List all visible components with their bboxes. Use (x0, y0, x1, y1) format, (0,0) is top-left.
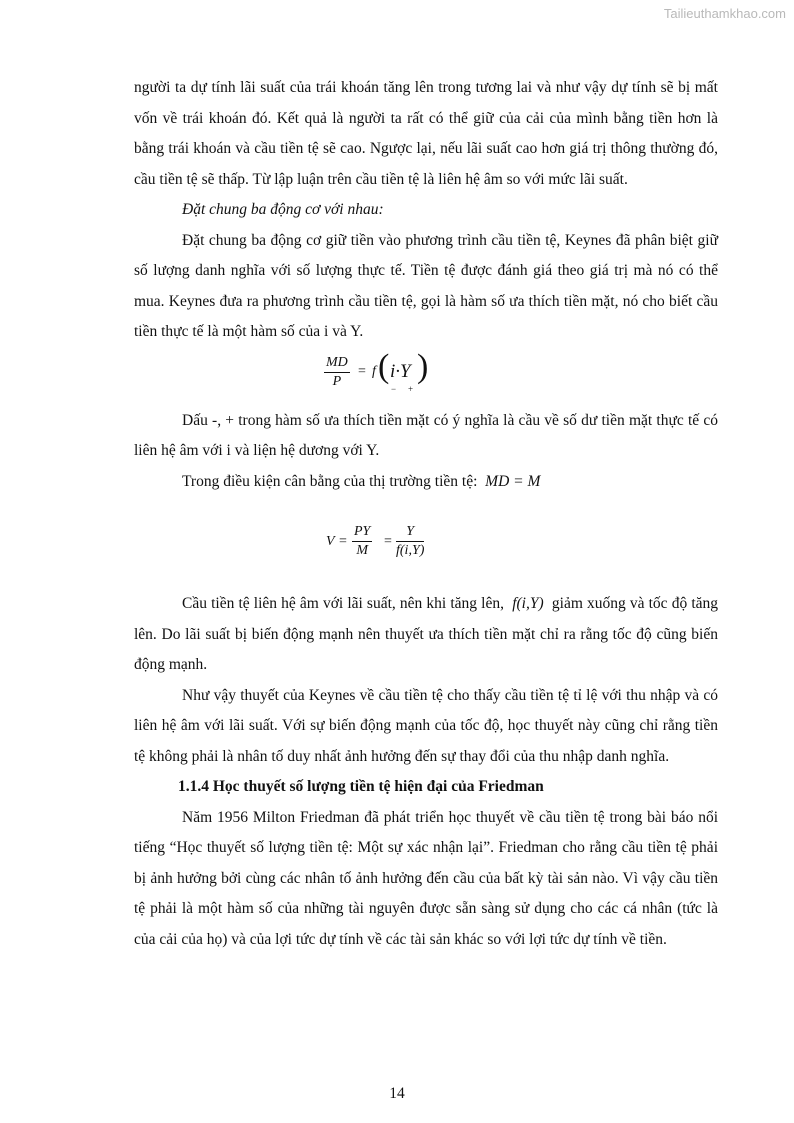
sign-y: + (408, 383, 414, 394)
numerator-y: Y (396, 525, 424, 542)
paragraph-6: Như vậy thuyết của Keynes về cầu tiền tệ cho thấy cầu tiền tệ tỉ lệ với thu nhập và có liên hệ âm với lãi suất. Với sự biến động mạnh của tốc độ, học thuyết này cũng chỉ rằng tiền tệ không phải là nhân tố duy nhất ảnh hưởng đến sự thay đổi của thu nhập danh nghĩa. (134, 686, 718, 765)
paragraph-2: Đặt chung ba động cơ giữ tiền vào phương trình cầu tiền tệ, Keynes đã phân biệt giữ số lượng danh nghĩa với số lượng thực tế. Tiền tệ được đánh giá theo giá trị mà nó có thể mua. Keynes đưa ra phương trình cầu tiền tệ, gọi là hàm số ưa thích tiền mặt, nó cho biết cầu tiền thực tế là một hàm số của i và Y. (134, 231, 718, 340)
equation-velocity (134, 497, 718, 589)
equals-sign: = (358, 363, 366, 379)
subheading-motives: Đặt chung ba động cơ với nhau: (182, 201, 384, 218)
paragraph-1: người ta dự tính lãi suất của trái khoán tăng lên trong tương lai và như vậy dự tính sẽ bị mất vốn về trái khoán đó. Kết quả là người ta rất có thể giữ của cải của mình bằng tiền hơn là bằng trái khoán và cầu tiền tệ sẽ cao. Ngược lại, nếu lãi suất cao hơn giá trị thông thường đó, cầu tiền tệ sẽ thấp. Từ lập luận trên cầu tiền tệ là liên hệ âm so với mức lãi suất. (134, 79, 718, 188)
watermark: Tailieuthamkhao.com (663, 6, 786, 21)
paragraph-5-before: Cầu tiền tệ liên hệ âm với lãi suất, nên khi tăng lên, (182, 595, 504, 612)
numerator-md: MD (324, 356, 350, 373)
sign-i: − (391, 383, 397, 394)
fraction-md-p (324, 356, 350, 389)
paragraph-4 (134, 467, 718, 498)
paragraph-3: Dấu -, + trong hàm số ưa thích tiền mặt có ý nghĩa là cầu về số dư tiền mặt thực tế có liên hệ âm với i và liện hệ dương với Y. (134, 411, 718, 459)
paragraph-7: Năm 1956 Milton Friedman đã phát triển học thuyết về cầu tiền tệ trong bài báo nổi tiếng “Học thuyết số lượng tiền tệ: Một sự xác nhận lại”. Friedman cho rằng cầu tiền tệ phải bị ảnh hưởng bởi cùng các nhân tố ảnh hưởng đến cầu của bất kỳ tài sản nào. Vì vậy cầu tiền tệ phải là một hàm số của những tài nguyên được sẵn sàng sử dụng cho các cá nhân (tức là của cải của họ) và của lợi tức dự tính về các tài sản khác so với lợi tức dự tính về tiền. (134, 808, 718, 948)
function-args: i·Y (390, 360, 411, 382)
left-paren: ( (378, 347, 390, 385)
numerator-py: PY (352, 525, 372, 542)
paragraph-4-text: Trong điều kiện cân bằng của thị trường tiền tệ: (182, 472, 478, 490)
denominator-m: M (356, 543, 368, 558)
equals-sign-1: = (339, 534, 347, 549)
equilibrium-equation: MD = M (485, 472, 541, 490)
page-content (134, 73, 718, 955)
section-heading: 1.1.4 Học thuyết số lượng tiền tệ hiện đại của Friedman (178, 778, 544, 795)
right-paren: ) (417, 347, 429, 385)
fraction-py-m (352, 525, 372, 558)
function-f: f (372, 363, 376, 379)
paragraph-5 (134, 589, 718, 681)
page-number: 14 (389, 1085, 405, 1102)
denominator-p: P (332, 373, 342, 389)
equals-sign-2: = (384, 534, 392, 549)
denominator-f: f(i,Y) (396, 543, 425, 558)
lhs-v: V (326, 534, 335, 549)
paragraph-5-after: giảm xuống và tốc độ tăng lên. Do lãi suất bị biến động mạnh nên thuyết ưa thích tiền mặt chỉ ra rằng tốc độ cũng biến động mạnh. (134, 595, 718, 673)
equation-money-demand (134, 348, 718, 406)
inline-function: f(i,Y) (512, 595, 544, 612)
fraction-y-f (396, 525, 424, 558)
